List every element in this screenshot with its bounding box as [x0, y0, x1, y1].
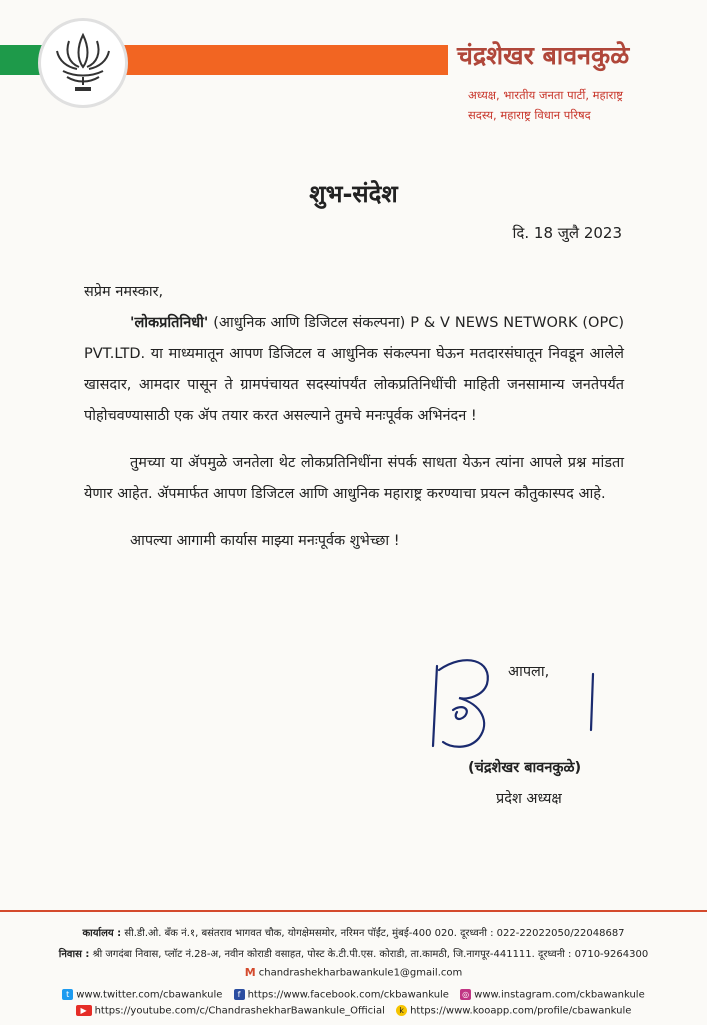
- paragraph-3: आपल्या आगामी कार्यास माझ्या मनःपूर्वक शुभेच्छा !: [130, 533, 400, 549]
- footer-social-1: [0, 989, 707, 1001]
- designation-line-1: अध्यक्ष, भारतीय जनता पार्टी, महाराष्ट्र: [468, 88, 624, 102]
- paragraph-1-text: (आधुनिक आणि डिजिटल संकल्पना) P & V NEWS NETWORK (OPC) PVT.LTD. या माध्यमातून आपण डिजिटल व आधुनिक संकल्पना घेऊन मतदारसंघातून निवडून आलेले खासदार, आमदार पासून ते ग्रामपंचायत सदस्यांपर्यंत लोकप्रतिनिधींची माहिती जनसामान्य जनतेपर्यंत पोहोचवण्यासाठी एक ॲप तयार करत असल्याने तुमचे मनःपूर्वक अभिनंदन !: [84, 315, 624, 424]
- signatory-name: (चंद्रशेखर बावनकुळे): [468, 760, 582, 776]
- office-address: सी.डी.ओ. बॅंक नं.१, बसंतराव भागवत चौक, योगक्षेमसमोर, नरिमन पॉईंट, मुंबई-400 020. दूरध्वनी : 022-22022050/22048687: [121, 928, 625, 939]
- email-link[interactable]: chandrashekharbawankule1@gmail.com: [258, 967, 463, 979]
- office-label: कार्यालय :: [82, 928, 122, 939]
- handwritten-signature: [425, 650, 605, 760]
- youtube-icon: ▶: [76, 1005, 92, 1016]
- koo-icon: k: [396, 1005, 407, 1016]
- footer-email: [0, 967, 707, 979]
- letter-body: [84, 277, 624, 557]
- closing: आपला,: [508, 664, 550, 680]
- residence-label: निवास :: [58, 949, 90, 960]
- gmail-icon: M: [244, 966, 256, 979]
- letter-date: दि. 18 जुलै 2023: [512, 224, 622, 242]
- footer-office: [0, 925, 707, 939]
- header-stripe-orange: [118, 45, 448, 75]
- twitter-link[interactable]: www.twitter.com/cbawankule: [76, 989, 223, 1001]
- instagram-link[interactable]: www.instagram.com/ckbawankule: [474, 989, 645, 1001]
- app-name: 'लोकप्रतिनिधी': [130, 315, 209, 331]
- facebook-link[interactable]: https://www.facebook.com/ckbawankule: [247, 989, 449, 1001]
- designation-line-2: सदस्य, महाराष्ट्र विधान परिषद: [468, 108, 591, 122]
- instagram-icon: ◎: [460, 989, 471, 1000]
- lotus-icon: [49, 27, 117, 99]
- facebook-icon: f: [234, 989, 245, 1000]
- footer-social-2: [0, 1005, 707, 1017]
- youtube-link[interactable]: https://youtube.com/c/ChandrashekharBawankule_Official: [94, 1005, 385, 1017]
- paragraph-2: तुमच्या या ॲपमुळे जनतेला थेट लोकप्रतिनिधींना संपर्क साधता येऊन त्यांना आपले प्रश्न मांडता येणार आहेत. ॲपमार्फत आपण डिजिटल आणि आधुनिक महाराष्ट्र करण्याचा प्रयत्न कौतुकास्पद आहे.: [84, 455, 624, 502]
- koo-link[interactable]: https://www.kooapp.com/profile/cbawankule: [410, 1005, 632, 1017]
- footer-residence: [0, 946, 707, 960]
- signatory-post: प्रदेश अध्यक्ष: [496, 791, 562, 807]
- paragraph-1: [84, 308, 624, 432]
- footer-divider: [0, 910, 707, 912]
- residence-address: श्री जगदंबा निवास, प्लॉट नं.28-अ, नवीन कोराडी वसाहत, पोस्ट के.टी.पी.एस. कोराडी, ता.कामठी, जि.नागपूर-441111. दूरध्वनी : 0710-9264300: [89, 949, 649, 960]
- salutation: सप्रेम नमस्कार,: [84, 284, 164, 300]
- leader-name: चंद्रशेखर बावनकुळे: [457, 41, 630, 70]
- letter-title: शुभ-संदेश: [309, 180, 398, 208]
- twitter-icon: t: [62, 989, 73, 1000]
- bjp-lotus-logo: [38, 18, 128, 108]
